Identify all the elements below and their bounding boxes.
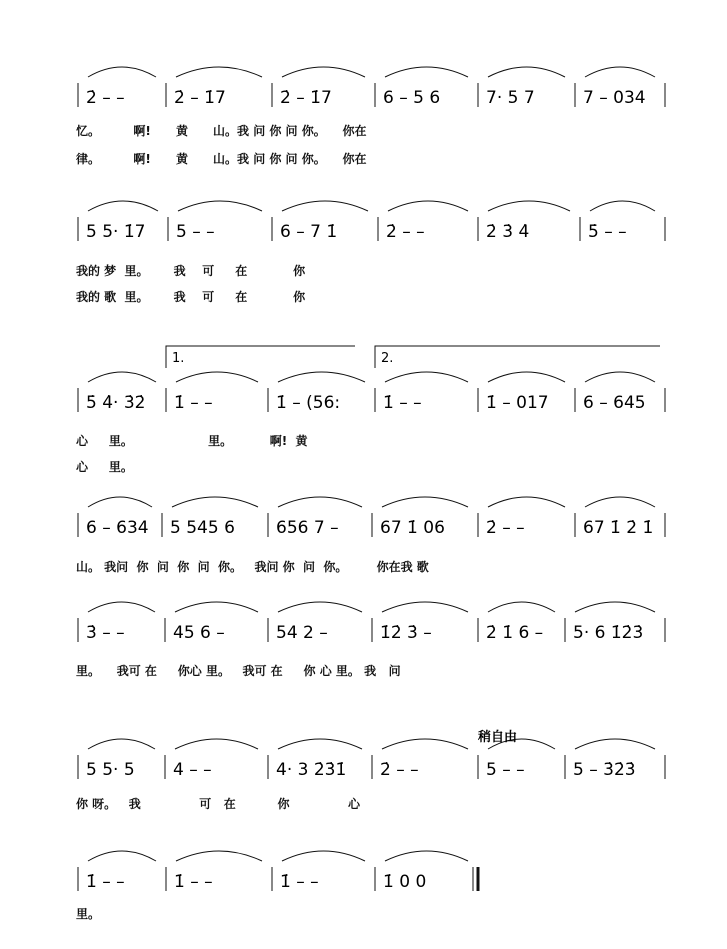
slur [88, 201, 158, 211]
measure-notes: 1̇ – – [174, 872, 213, 892]
measure-notes: 5̇ 4̇· 3̇2̇ [86, 393, 146, 413]
measure-notes: 5 – – [176, 222, 215, 242]
slur [88, 739, 155, 749]
volta-label-1: 1. [172, 351, 185, 366]
measure-notes: 2̇ 3̇ 4̇ [486, 222, 530, 242]
measure-notes: 1̇ – – [86, 872, 125, 892]
score-row-7 [78, 851, 478, 892]
slur [88, 602, 155, 612]
slur [282, 201, 368, 211]
slur [172, 497, 258, 507]
measure-notes: 54 2 – [276, 623, 328, 643]
slur [88, 497, 152, 507]
slur [385, 851, 468, 861]
measure-notes: 6 – 634 [86, 518, 149, 538]
measure-notes: 2̇ – 1̇7 [280, 88, 332, 108]
slur [282, 67, 365, 77]
slur [585, 372, 655, 382]
volta-bracket-1 [166, 346, 355, 368]
slur [278, 602, 362, 612]
slur [585, 67, 655, 77]
measure-notes: 45 6 – [173, 623, 225, 643]
slur [590, 201, 655, 211]
measure-notes: 6 – 645 [583, 393, 646, 413]
volta-label-2: 2. [381, 351, 394, 366]
slur [585, 497, 655, 507]
slur [175, 602, 258, 612]
measure-notes: 6 – 7 1̇ [280, 222, 338, 242]
measure-notes: 5· 6 1̇2̇3̇ [573, 623, 644, 643]
measure-notes: 4· 3 2̇3̇1̇ [276, 760, 347, 780]
slur [388, 201, 468, 211]
slur [488, 67, 565, 77]
lyrics-line-1: 里。 [76, 907, 101, 921]
measure-notes: 1̇ – 017 [486, 393, 549, 413]
measure-notes: 6 – 5 6 [383, 88, 441, 108]
slur [88, 372, 156, 382]
measure-notes: 7· 5 7 [486, 88, 535, 108]
measure-notes: 2̇ – 1̇7 [174, 88, 226, 108]
measure-notes: 2̇ – – [380, 760, 419, 780]
measure-notes: 3̇ – – [86, 623, 125, 643]
slur [282, 851, 365, 861]
measure-notes: 5 – – [486, 760, 525, 780]
measure-notes: 5̇ – – [588, 222, 627, 242]
lyrics-line-1: 忆。 啊! 黄 山。我 问 你 问 你。 你在 [76, 124, 367, 138]
measure-notes: 5 – 3̇2̇3̇ [573, 760, 636, 780]
measure-notes: 2̇ – – [86, 88, 125, 108]
score-row-1 [78, 67, 665, 108]
slur [278, 497, 362, 507]
score-row-2 [78, 201, 665, 242]
slur [278, 739, 362, 749]
slur [488, 201, 570, 211]
tempo-marking: 稍自由 [478, 730, 518, 745]
score-row-3 [78, 346, 665, 413]
slur [385, 67, 468, 77]
measure-notes: 656 7 – [276, 518, 339, 538]
lyrics-line-2: 律。 啊! 黄 山。我 问 你 问 你。 你在 [76, 152, 367, 166]
slur [278, 372, 365, 382]
score-row-5 [78, 602, 665, 643]
measure-notes: 5 545 6 [170, 518, 235, 538]
slur [382, 739, 468, 749]
measure-notes: 1̇ 0 0 [383, 872, 427, 892]
lyrics-line-2: 心 里。 [76, 460, 133, 474]
score-row-4 [78, 497, 665, 538]
lyrics-line-1: 你 呀。 我 可 在 你 心 [76, 797, 360, 811]
lyrics-line-1: 山。 我问 你 问 你 问 你。 我问 你 问 你。 你在我 歌 [76, 560, 429, 574]
slur [488, 497, 565, 507]
slur [88, 851, 156, 861]
volta-bracket-2 [375, 346, 660, 368]
slur [176, 372, 258, 382]
measure-notes: 1̇2̇ 3̇ – [380, 623, 432, 643]
slur [488, 602, 555, 612]
slur [488, 372, 565, 382]
measure-notes: 5 5· 5 [86, 760, 135, 780]
measure-notes: 1̇ – – [383, 393, 422, 413]
slur [175, 739, 258, 749]
slur [575, 602, 655, 612]
slur [382, 497, 468, 507]
lyrics-line-1: 心 里。 里。 啊! 黄 [76, 434, 308, 448]
slur [88, 67, 156, 77]
measure-notes: 67 1̇ 2̇ 1̇ [583, 518, 654, 538]
slur [178, 201, 262, 211]
measure-notes: 1̇ – – [174, 393, 213, 413]
measure-notes: 7 – 034 [583, 88, 646, 108]
measure-notes: 2̇ – – [386, 222, 425, 242]
measure-notes: 5 5· 1̇7 [86, 222, 146, 242]
measure-notes: 4 – – [173, 760, 212, 780]
slur [176, 67, 262, 77]
lyrics-line-1: 里。 我可 在 你心 里。 我可 在 你 心 里。 我 问 [76, 664, 401, 678]
slur [382, 602, 468, 612]
measure-notes: 2̇ – – [486, 518, 525, 538]
measure-notes: 1̇ – (56: [276, 393, 341, 413]
lyrics-line-1: 我的 梦 里。 我 可 在 你 [76, 264, 306, 278]
slur [385, 372, 468, 382]
slur [176, 851, 262, 861]
score-row-6 [78, 729, 665, 780]
measure-notes: 2̇ 1̇ 6 – [486, 623, 544, 643]
slur [575, 739, 655, 749]
measure-notes: 67 1̇ 06 [380, 518, 445, 538]
measure-notes: 1̇ – – [280, 872, 319, 892]
lyrics-line-2: 我的 歌 里。 我 可 在 你 [76, 290, 306, 304]
